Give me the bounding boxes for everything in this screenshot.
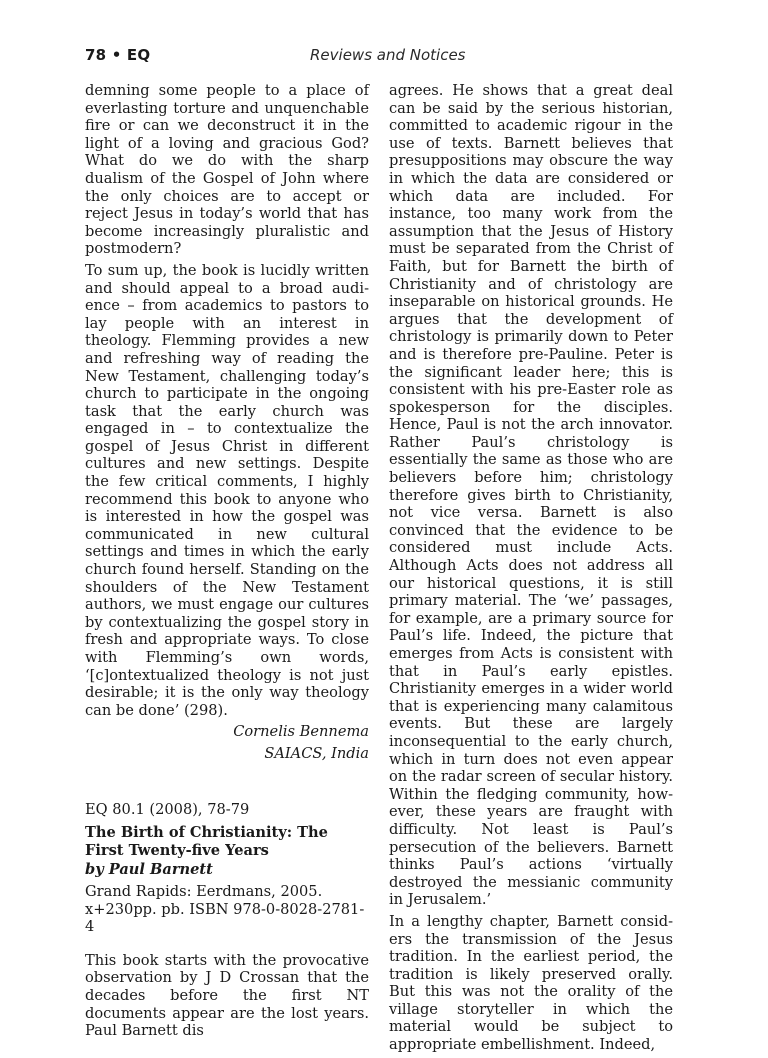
page-number: 78 • EQ xyxy=(85,46,151,64)
publisher: Grand Rapids: Eerdmans, 2005. xyxy=(85,882,323,900)
review-paragraph: agrees. He shows that a great deal can be said by the serious historian, committed to academic rigour in the use of texts. Barnett believes that presuppositions may obscure the way in which the data are considered or which data are included. For instance, too many work from the assumption that the Jesus of History must be separated from the Christ of Faith, but for Barnett the birth of Christianity and of christology are inseparable on historical grounds. He argues that the development of christology is primarily down to Peter and is therefore pre-Pauline. Peter is the significant leader here; this is consistent with his pre-Easter role as spokesperson for the disciples. Hence, Paul is not the arch innovator. Rather Paul’s christology is essentially the same as those who are believers before him; christology therefore gives birth to Christianity, not vice versa. Barnett is also convinced that the evidence to be considered must include Acts. Although Acts does not address all our historical questions, it is still primary material. The ‘we’ passages, for example, are a primary source for Paul’s life. Indeed, the picture that emerges from Acts is consistent with that in Paul’s early epistles. Christianity emerges in a wider world that is experiencing many calamitous events. But these are largely inconsequential to the early church, which in turn does not even appear on the radar screen of secular history. Within the fledging community, however, these years are fraught with difficulty. Not least is Paul’s persecution of the believers. Barnett thinks Paul’s actions ‘virtually destroyed the messianic community in Jerusalem.’ xyxy=(389,82,673,909)
review-paragraph: In a lengthy chapter, Barnett considers the transmission of the Jesus tradition. In the earliest period, the tradition is likely preserved orally. But this was not the orality of the village storyteller in which the material would be subject to appropriate embellishment. Indeed, xyxy=(389,912,673,1054)
review-paragraph: This book starts with the provocative observation by J D Crossan that the decades before the first NT documents appear are the lost years. Paul Barnett dis xyxy=(85,951,369,1040)
review-paragraph: To sum up, the book is lucidly written and should appeal to a broad audience – from academics to pastors to lay people with an interest in theology. Flemming provides a new and refreshing way of reading the New Testament, challenging today’s church to participate in the ongoing task that the early church was engaged in – to contextualize the gospel of Jesus Christ in different cultures and new settings. Despite the few critical comments, I highly recommend this book to anyone who is interested in how the gospel was communicated in new cultural settings and times in which the early church found herself. Standing on the shoulders of the New Testament authors, we must engage our cultures by contextualizing the gospel story in fresh and appropriate ways. To close with Flemming’s own words, ‘[c]ontextualized theology is not just desirable; it is the only way theology can be done’ (298). xyxy=(85,261,369,719)
running-title: Reviews and Notices xyxy=(310,46,466,64)
left-column xyxy=(85,82,369,1044)
page-header xyxy=(85,46,675,68)
review-paragraph: demning some people to a place of everlasting torture and unquenchable fire or can we deconstruct it in the light of a loving and gracious God? What do we do with the sharp dualism of the Gospel of John where the only choices are to accept or reject Jesus in today’s world that has become increasingly pluralistic and postmodern? xyxy=(85,82,369,258)
book-title: The Birth of Christianity: The First Twenty-five Years xyxy=(85,824,328,859)
review-citation: EQ 80.1 (2008), 78-79 xyxy=(85,800,250,818)
pagination-isbn: x+230pp. pb. ISBN 978-0-8028-2781-4 xyxy=(85,900,365,936)
right-column xyxy=(389,82,673,1058)
reviewer-name: Cornelis Bennema xyxy=(233,723,369,741)
reviewer-affiliation: SAIACS, India xyxy=(264,744,369,762)
book-author: by Paul Barnett xyxy=(85,861,213,879)
publication-info xyxy=(85,883,369,936)
